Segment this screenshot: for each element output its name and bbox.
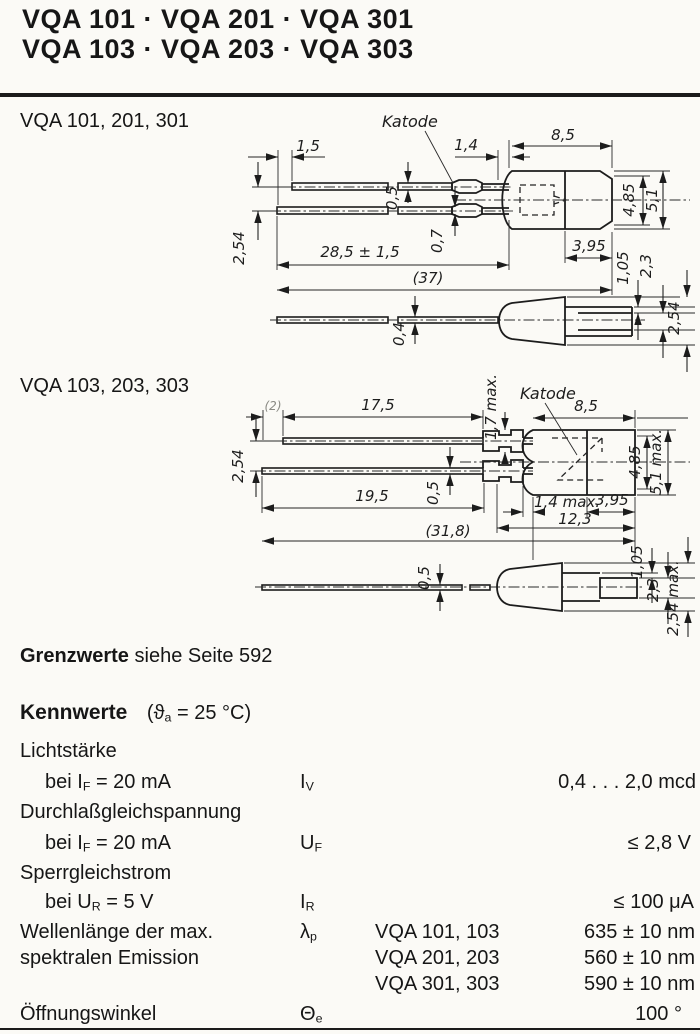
value-iv: 0,4 . . . 2,0 mcd	[558, 771, 696, 793]
types-variant-3: VQA 301, 303	[375, 973, 500, 995]
value-ir: ≤ 100 μA	[613, 891, 694, 913]
characteristics-heading: Kennwerte	[20, 701, 128, 724]
dim-d1-lead-len: 28,5 ± 1,5	[320, 243, 400, 261]
param-durchlassspannung: Durchlaßgleichspannung	[20, 801, 242, 823]
dim-d2-side-lead-t: 0,5	[415, 566, 433, 590]
dim-d1-side-top: 1,05	[614, 251, 632, 285]
cond-lichtstaerke: bei $I_F = 20$ mA	[45, 771, 171, 794]
param-sperrstrom: Sperrgleichstrom	[20, 862, 172, 884]
dim-d1-side-lead-t: 0,4	[390, 322, 408, 346]
dim-d2-neck: 1,4 max.	[533, 493, 601, 511]
dim-d1-cap-len: 3,95	[572, 237, 606, 255]
value-variant-1: 635 ± 10 nm	[583, 921, 695, 943]
dim-d2-total-len: (31,8)	[425, 522, 471, 540]
dim-d2-cap-len: 3,95	[595, 491, 629, 509]
cond-durchlassspannung: bei $I_F = 20$ mA	[45, 832, 171, 855]
dim-d2-lead-pitch: 2,54	[229, 449, 247, 483]
drawing2-katode-label: Katode	[520, 384, 576, 403]
symbol-ir: $I_R$	[300, 891, 315, 914]
types-variant-2: VQA 201, 203	[375, 947, 500, 969]
drawing2-label: VQA 103, 203, 303	[20, 375, 190, 397]
limits-label: Grenzwerte	[20, 645, 129, 667]
dim-d2-side-h: 2,54 max.	[664, 560, 682, 636]
drawing2-side-view	[255, 537, 695, 637]
dim-d1-lead-w-top: 0,5	[383, 186, 401, 210]
dim-d2-lead-bot-len: 19,5	[355, 487, 389, 505]
characteristics-heading-line	[20, 701, 251, 725]
param-lichtstaerke: Lichtstärke	[20, 740, 117, 762]
dim-d1-body-len: 8,5	[551, 126, 575, 144]
footer-divider	[0, 1028, 700, 1030]
dim-d1-body-h-inner: 4,85	[620, 183, 638, 217]
characteristics-condition: ($ϑ_a = 25$ °C)	[146, 702, 252, 725]
types-variant-1: VQA 101, 103	[375, 921, 500, 943]
param-wellenlaenge-1: Wellenlänge der max.	[20, 921, 214, 943]
dim-d2-body-h: 5,1 max.	[647, 428, 665, 496]
value-theta-e: 100 °	[635, 1003, 682, 1025]
dim-d1-lead-offset: 1,5	[296, 137, 320, 155]
dim-d1-body-h: 5,1	[643, 188, 661, 212]
title-line-2: VQA 103 · VQA 203 · VQA 303	[22, 34, 414, 64]
value-uf: ≤ 2,8 V	[627, 832, 691, 854]
symbol-lambda-p: $\lambda_p$	[300, 921, 317, 944]
dim-d2-crimp: 1,7 max.	[482, 373, 500, 441]
limits-line	[20, 645, 272, 668]
dim-d1-side-mid: 2,3	[637, 254, 655, 278]
param-oeffnungswinkel: Öffnungswinkel	[20, 1003, 157, 1025]
limits-text: siehe Seite 592	[134, 645, 273, 667]
dim-d1-neck: 1,4	[454, 136, 478, 154]
dim-d2-tip: (2)	[264, 399, 282, 413]
dim-d2-side-top: 1,05	[628, 545, 646, 579]
param-wellenlaenge-2: spektralen Emission	[20, 947, 199, 969]
title-line-1: VQA 101 · VQA 201 · VQA 301	[22, 4, 414, 34]
dim-d1-side-h: 2,54	[665, 301, 683, 335]
dim-d1-lead-pitch: 2,54	[230, 231, 248, 265]
dim-d1-lead-w-bot: 0,7	[428, 229, 446, 253]
drawing1-label: VQA 101, 201, 301	[20, 110, 190, 132]
dim-d2-lead-w: 0,5	[424, 481, 442, 505]
dim-d2-side-mid: 2,3	[644, 578, 662, 602]
dim-d2-lead-top-len: 17,5	[361, 396, 395, 414]
symbol-uf: $U_F$	[300, 832, 323, 855]
drawing1-side-view	[270, 251, 695, 372]
symbol-iv: $I_V$	[300, 771, 314, 794]
dim-d2-front-len: 12,3	[558, 510, 592, 528]
value-variant-3: 590 ± 10 nm	[583, 973, 695, 995]
dim-d1-total-len: (37)	[412, 269, 444, 287]
dim-d2-body-len: 8,5	[574, 397, 598, 415]
drawing2-main-view	[229, 374, 690, 560]
cond-sperrstrom: bei $U_R = 5$ V	[45, 891, 154, 914]
drawing1-katode-label: Katode	[382, 112, 438, 131]
dim-d2-body-h-inner: 4,85	[626, 445, 644, 479]
value-variant-2: 560 ± 10 nm	[583, 947, 695, 969]
symbol-theta-e: $\Theta_e$	[300, 1003, 323, 1026]
